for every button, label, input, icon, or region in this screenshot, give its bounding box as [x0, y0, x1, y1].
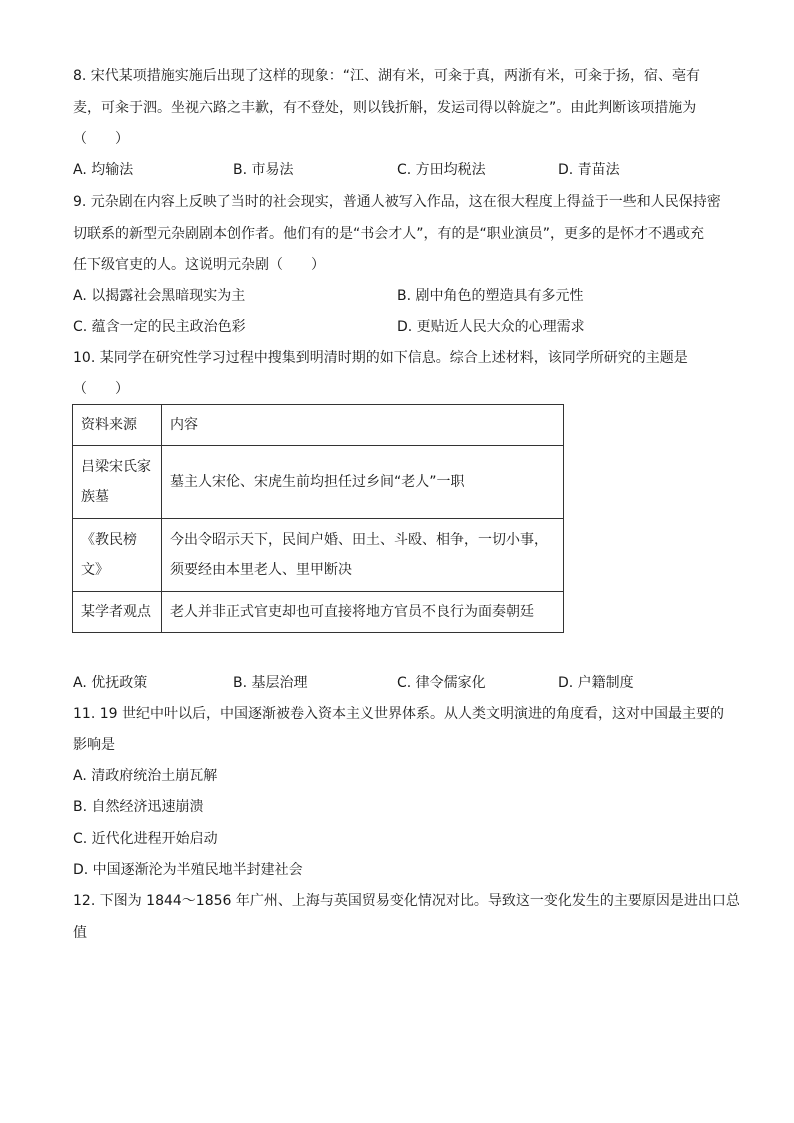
q11-option-d: D. 中国逐渐沦为半殖民地半封建社会: [73, 862, 303, 878]
q9-stem-line1: 9. 元杂剧在内容上反映了当时的社会现实，普通人被写入作品，这在很大程度上得益于一些和人民保持密: [73, 194, 721, 210]
q8-option-d: D. 青苗法: [558, 162, 620, 178]
table-cell-source: [73, 446, 162, 519]
q8-option-a: A. 均输法: [73, 162, 134, 178]
q12-stem-line2: 值: [73, 925, 87, 941]
table-header-source: 资料来源: [73, 405, 162, 446]
q10-option-c: C. 律令儒家化: [397, 675, 486, 691]
content-text-line2: 须要经由本里老人、里甲断决: [170, 562, 352, 578]
q9-stem-line2: 切联系的新型元杂剧剧本创作者。他们有的是“书会才人”，有的是“职业演员”，更多的是怀才不遇或充: [73, 226, 705, 242]
table-cell-content: 老人并非正式官吏却也可直接将地方官员不良行为面奏朝廷: [162, 592, 564, 633]
q8-answer-blank: （ ）: [73, 131, 129, 147]
q11-stem-line2: 影响是: [73, 737, 115, 753]
table-row: [73, 519, 564, 592]
table-header-content: 内容: [162, 405, 564, 446]
table-row: [73, 592, 564, 633]
q9-option-a: A. 以揭露社会黑暗现实为主: [73, 288, 246, 304]
q12-stem-line1: 12. 下图为 1844～1856 年广州、上海与英国贸易变化情况对比。导致这一变化发生的主要原因是进出口总: [73, 893, 740, 909]
q11-option-a: A. 清政府统治土崩瓦解: [73, 768, 218, 784]
source-table: [72, 404, 564, 633]
q11-option-b: B. 自然经济迅速崩溃: [73, 799, 204, 815]
q10-option-d: D. 户籍制度: [558, 675, 634, 691]
table-cell-source: [73, 519, 162, 592]
q8-option-c: C. 方田均税法: [397, 162, 486, 178]
q10-answer-blank: （ ）: [73, 381, 129, 397]
q9-option-d: D. 更贴近人民大众的心理需求: [397, 319, 585, 335]
q8-stem-line1: 8. 宋代某项措施实施后出现了这样的现象：“江、湖有米，可籴于真，两浙有米，可籴于扬，宿、亳有: [73, 68, 701, 84]
q10-option-b: B. 基层治理: [233, 675, 308, 691]
q9-option-c: C. 蕴含一定的民主政治色彩: [73, 319, 246, 335]
table-row: [73, 446, 564, 519]
q9-stem-line3: 任下级官吏的人。这说明元杂剧（ ）: [73, 257, 325, 273]
source-text-line2: 族墓: [81, 489, 109, 505]
table-cell-content: 墓主人宋伦、宋虎生前均担任过乡间“老人”一职: [162, 446, 564, 519]
q8-stem-line2: 麦，可籴于泗。坐视六路之丰歉，有不登处，则以钱折斛，发运司得以斡旋之”。由此判断该项措施为: [73, 100, 697, 116]
q9-option-b: B. 剧中角色的塑造具有多元性: [397, 288, 584, 304]
source-text-line1: 吕梁宋氏家: [81, 459, 151, 475]
source-text-line2: 文》: [81, 562, 109, 578]
q11-option-c: C. 近代化进程开始启动: [73, 831, 218, 847]
q10-option-a: A. 优抚政策: [73, 675, 148, 691]
q8-option-b: B. 市易法: [233, 162, 294, 178]
q10-stem-line1: 10. 某同学在研究性学习过程中搜集到明清时期的如下信息。综合上述材料，该同学所研究的主题是: [73, 350, 688, 366]
table-cell-source: 某学者观点: [73, 592, 162, 633]
source-text-line1: 《教民榜: [81, 532, 137, 548]
table-header-row: [73, 405, 564, 446]
content-text-line1: 今出令昭示天下，民间户婚、田土、斗殴、相争，一切小事，: [170, 532, 548, 548]
q11-stem-line1: 11. 19 世纪中叶以后，中国逐渐被卷入资本主义世界体系。从人类文明演进的角度看，这对中国最主要的: [73, 706, 724, 722]
table-cell-content: [162, 519, 564, 592]
